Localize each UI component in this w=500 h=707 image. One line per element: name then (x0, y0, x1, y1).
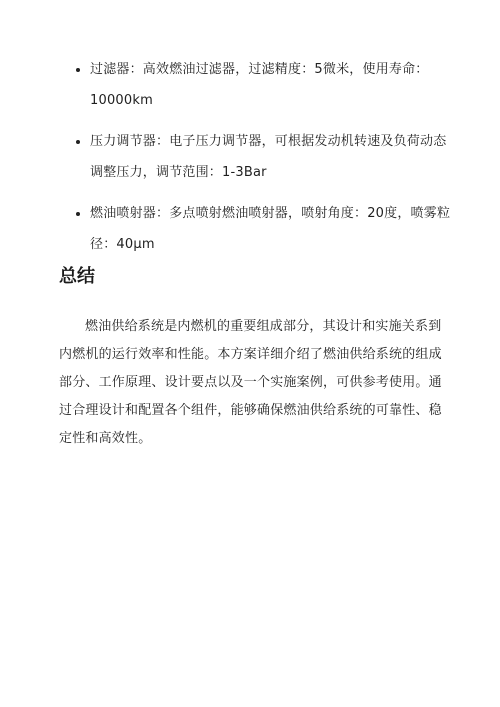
pressure-regulator-spec-text: 压力调节器：电子压力调节器，可根据发动机转速及负荷动态调整压力，调节范围：1-3Bar (90, 134, 447, 180)
spec-list (63, 54, 453, 270)
bullet-icon (76, 68, 80, 72)
list-item-fuel-injector (63, 198, 453, 260)
bullet-icon (76, 140, 80, 144)
list-item-pressure-regulator (63, 126, 453, 188)
filter-spec-text: 过滤器：高效燃油过滤器，过滤精度：5微米，使用寿命：10000km (90, 62, 429, 108)
summary-paragraph: 燃油供给系统是内燃机的重要组成部分，其设计和实施关系到内燃机的运行效率和性能。本方案详细介绍了燃油供给系统的组成部分、工作原理、设计要点以及一个实施案例，可供参考使用。通过合理设计和配置各个组件，能够确保燃油供给系统的可靠性、稳定性和高效性。 (59, 319, 442, 446)
summary-heading: 总结 (59, 266, 95, 287)
fuel-injector-spec-text: 燃油喷射器：多点喷射燃油喷射器，喷射角度：20度，喷雾粒径：40μm (90, 206, 451, 252)
list-item-filter (63, 54, 453, 116)
bullet-icon (76, 212, 80, 216)
